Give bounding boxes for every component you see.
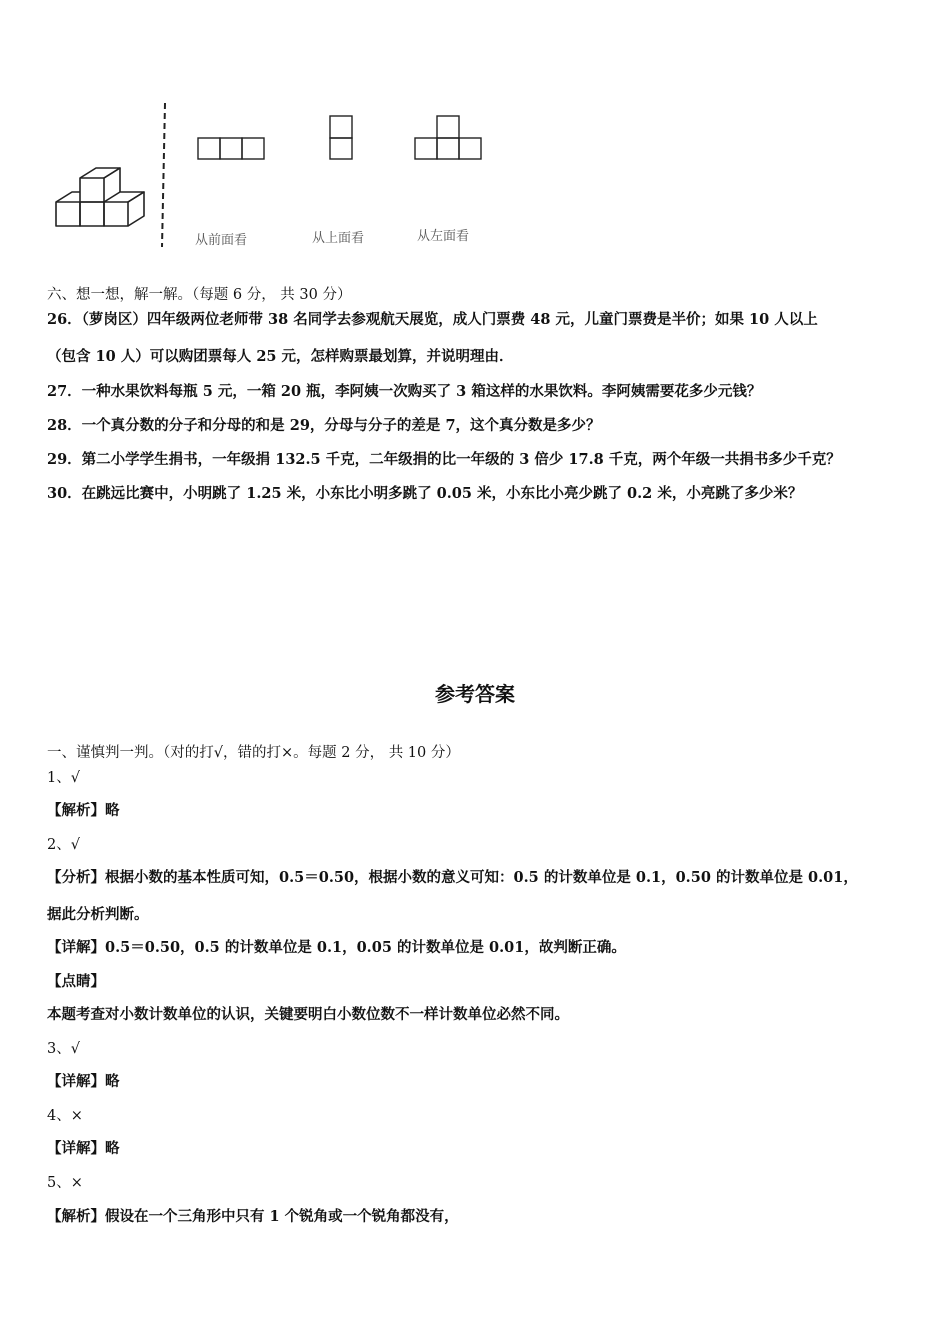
cube-stack-drawing bbox=[56, 168, 144, 226]
left-view-label: 从左面看 bbox=[417, 229, 470, 244]
section6-heading: 六、想一想，解一解。（每题 6 分， 共 30 分） bbox=[47, 287, 352, 303]
answer-3: 3、√ bbox=[47, 1041, 80, 1057]
question-30: 30．在跳远比赛中，小明跳了 1.25 米，小东比小明多跳了 0.05 米，小东比小亮少跳了 0.2 米，小亮跳了多少米？ bbox=[47, 485, 803, 502]
front-view-drawing bbox=[198, 138, 264, 159]
answers-title: 参考答案 bbox=[435, 682, 515, 706]
cube-views-figure bbox=[40, 95, 500, 255]
question-29: 29．第二小学学生捐书，一年级捐 132.5 千克，二年级捐的比一年级的 3 倍少 17.8 千克，两个年级一共捐书多少千克？ bbox=[47, 451, 841, 468]
front-view-label: 从前面看 bbox=[195, 233, 248, 248]
answers-section1-heading: 一、谨慎判一判。（对的打√，错的打×。每题 2 分， 共 10 分） bbox=[47, 745, 460, 761]
dashed-divider bbox=[162, 103, 165, 247]
answer-3-note: 【详解】略 bbox=[47, 1073, 120, 1090]
answer-2-detail: 【详解】0.5＝0.50，0.5 的计数单位是 0.1，0.05 的计数单位是 0.01，故判断正确。 bbox=[47, 939, 626, 956]
answer-5-note: 【解析】假设在一个三角形中只有 1 个锐角或一个锐角都没有， bbox=[47, 1208, 459, 1225]
left-view-drawing bbox=[415, 116, 481, 159]
answer-2-point: 本题考查对小数计数单位的认识，关键要明白小数位数不一样计数单位必然不同。 bbox=[47, 1006, 569, 1023]
answer-2: 2、√ bbox=[47, 837, 80, 853]
question-26-line1: 26．（萝岗区）四年级两位老师带 38 名同学去参观航天展览，成人门票费 48 元，儿童门票费是半价；如果 10 人以上 bbox=[47, 311, 818, 328]
question-28: 28．一个真分数的分子和分母的和是 29，分母与分子的差是 7，这个真分数是多少？ bbox=[47, 417, 601, 434]
answer-2-analysis-line1: 【分析】根据小数的基本性质可知，0.5＝0.50，根据小数的意义可知：0.5 的计数单位是 0.1，0.50 的计数单位是 0.01， bbox=[47, 869, 858, 886]
answer-5: 5、× bbox=[47, 1175, 83, 1191]
answer-1: 1、√ bbox=[47, 770, 80, 786]
top-view-drawing bbox=[330, 116, 352, 159]
question-27: 27．一种水果饮料每瓶 5 元，一箱 20 瓶，李阿姨一次购买了 3 箱这样的水果饮料。李阿姨需要花多少元钱？ bbox=[47, 383, 762, 400]
answer-4: 4、× bbox=[47, 1108, 83, 1124]
answer-1-note: 【解析】略 bbox=[47, 802, 120, 819]
answer-4-note: 【详解】略 bbox=[47, 1140, 120, 1157]
answer-2-point-label: 【点睛】 bbox=[47, 973, 105, 990]
question-26-line2: （包含 10 人）可以购团票每人 25 元，怎样购票最划算，并说明理由． bbox=[47, 348, 514, 365]
top-view-label: 从上面看 bbox=[312, 231, 365, 246]
answer-2-analysis-line2: 据此分析判断。 bbox=[47, 906, 149, 923]
